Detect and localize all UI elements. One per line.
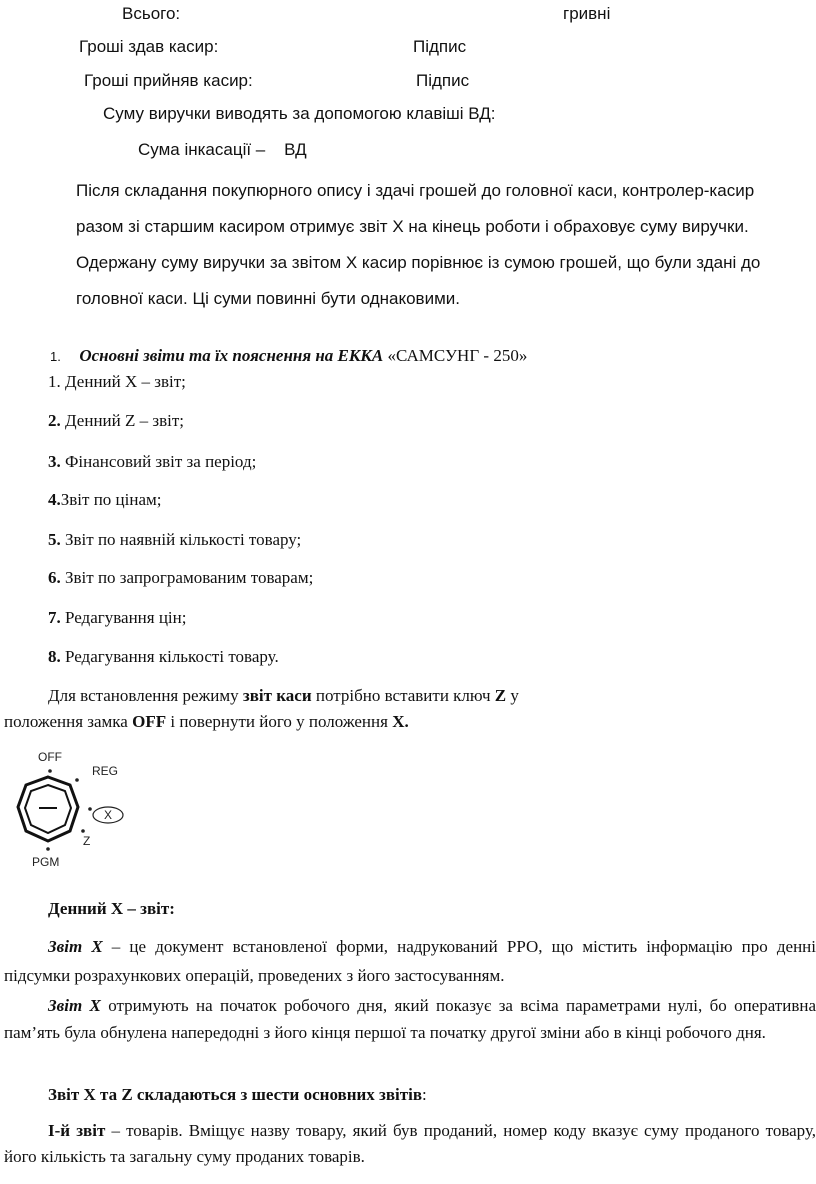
section-device: «САМСУНГ - 250»	[387, 346, 528, 365]
report-text: Денний Х – звіт;	[60, 372, 186, 391]
signature-label-1: Підпис	[413, 37, 467, 56]
position-dot-pgm	[46, 847, 50, 851]
mode-text: у	[506, 686, 519, 705]
mode-text: і повернути його у положення	[166, 712, 393, 731]
report-number: 4.	[48, 490, 61, 509]
mode-bold-cash-report: звіт каси	[242, 686, 312, 705]
x-report-start-of-day	[4, 992, 816, 1046]
definition-text: – це документ встановленої форми, надрукований РРО, що містить інформацію про денні підсумки розрахункових операцій, проведених з його застосуванням.	[4, 937, 816, 985]
mode-text: положення замка	[4, 712, 133, 731]
x-report-heading-text: Денний Х – звіт:	[48, 899, 175, 918]
report-item-4	[48, 490, 162, 510]
report-text: Денний Z – звіт;	[60, 411, 184, 430]
term-x-report: Звіт Х	[48, 937, 103, 956]
mode-line-1	[48, 686, 519, 706]
composition-colon: :	[422, 1085, 427, 1104]
term-first-report: І-й звіт	[48, 1121, 106, 1140]
handed-cashier-label: Гроші здав касир:	[79, 37, 219, 56]
lock-label-off: OFF	[38, 750, 62, 764]
position-dot-z	[81, 829, 85, 833]
signature-label-2: Підпис	[416, 71, 470, 90]
proceeds-line-3: Одержану суму виручки за звітом Х касир порівнює із сумою грошей, що були здані до	[76, 253, 761, 272]
position-dot-x	[88, 807, 92, 811]
section-title: Основні звіти та їх пояснення на ЕККА	[79, 346, 384, 365]
mode-bold-off: OFF	[132, 712, 167, 731]
received-cashier-label: Гроші прийняв касир:	[84, 71, 253, 90]
report-text: Фінансовий звіт за період;	[60, 452, 257, 471]
report-number: 3.	[48, 452, 61, 471]
term-x-report: Звіт Х	[48, 996, 101, 1015]
report-item-2	[48, 411, 184, 431]
proceeds-line-2: разом зі старшим касиром отримує звіт Х на кінець роботи і обраховує суму виручки.	[76, 217, 749, 236]
report-number: 1.	[48, 372, 61, 391]
report-number: 2.	[48, 411, 61, 430]
report-item-6	[48, 568, 313, 588]
proceeds-line-1: Після складання покупюрного опису і здачі грошей до головної каси, контролер-касир	[76, 181, 755, 200]
proceeds-line: Суму виручки виводять за допомогою клавіші ВД:	[103, 104, 496, 123]
mode-line-2	[4, 712, 409, 732]
section-heading	[50, 346, 527, 367]
report-number: 6.	[48, 568, 61, 587]
report-number: 5.	[48, 530, 61, 549]
mode-text: потрібно вставити ключ	[311, 686, 495, 705]
report-item-1	[48, 372, 186, 392]
x-report-definition	[4, 932, 816, 990]
composition-bold: Звіт Х та Z складаються з шести основних звітів	[48, 1085, 423, 1104]
report-number: 7.	[48, 608, 61, 627]
proceeds-line-4: головної каси. Ці суми повинні бути однаковими.	[76, 289, 460, 308]
section-number: 1.	[50, 349, 61, 364]
report-text: Редагування цін;	[60, 608, 187, 627]
lock-label-pgm: PGM	[32, 855, 60, 869]
report-text: Звіт по цінам;	[60, 490, 162, 509]
report-item-7	[48, 608, 186, 628]
currency-label: гривні	[563, 4, 611, 23]
report-item-8	[48, 647, 279, 667]
mode-bold-x: X.	[392, 712, 409, 731]
report-number: 8.	[48, 647, 61, 666]
report-item-3	[48, 452, 256, 472]
start-of-day-text: отримують на початок робочого дня, який показує за всіма параметрами нулі, бо оперативна пам’ять була обнулена напередодні з його кінця першої та початку другої зміни або в кінці робочого дня.	[4, 996, 816, 1042]
report-text: Редагування кількості товару.	[60, 647, 279, 666]
composition-line	[48, 1085, 427, 1105]
proceeds-paragraph	[76, 173, 760, 317]
total-label: Всього:	[122, 4, 181, 23]
mode-bold-key: Z	[494, 686, 507, 705]
position-dot-off	[48, 769, 52, 773]
first-report-paragraph	[4, 1118, 816, 1170]
lock-label-reg: REG	[92, 764, 119, 778]
mode-text: Для встановлення режиму	[48, 686, 243, 705]
first-report-text: – товарів. Вміщує назву товару, який був проданий, номер коду вказує суму проданого товару, його кількість та загальну суму проданих товарів.	[4, 1121, 816, 1166]
lock-label-z: Z	[83, 834, 91, 848]
lock-label-x: X	[104, 808, 113, 822]
x-report-heading	[48, 899, 175, 919]
report-text: Звіт по наявній кількості товару;	[60, 530, 302, 549]
report-text: Звіт по запрограмованим товарам;	[60, 568, 314, 587]
report-item-5	[48, 530, 301, 550]
key-lock-diagram	[10, 745, 140, 873]
position-dot-reg	[75, 778, 79, 782]
collection-formula: Сума інкасації – ВД	[138, 140, 307, 159]
